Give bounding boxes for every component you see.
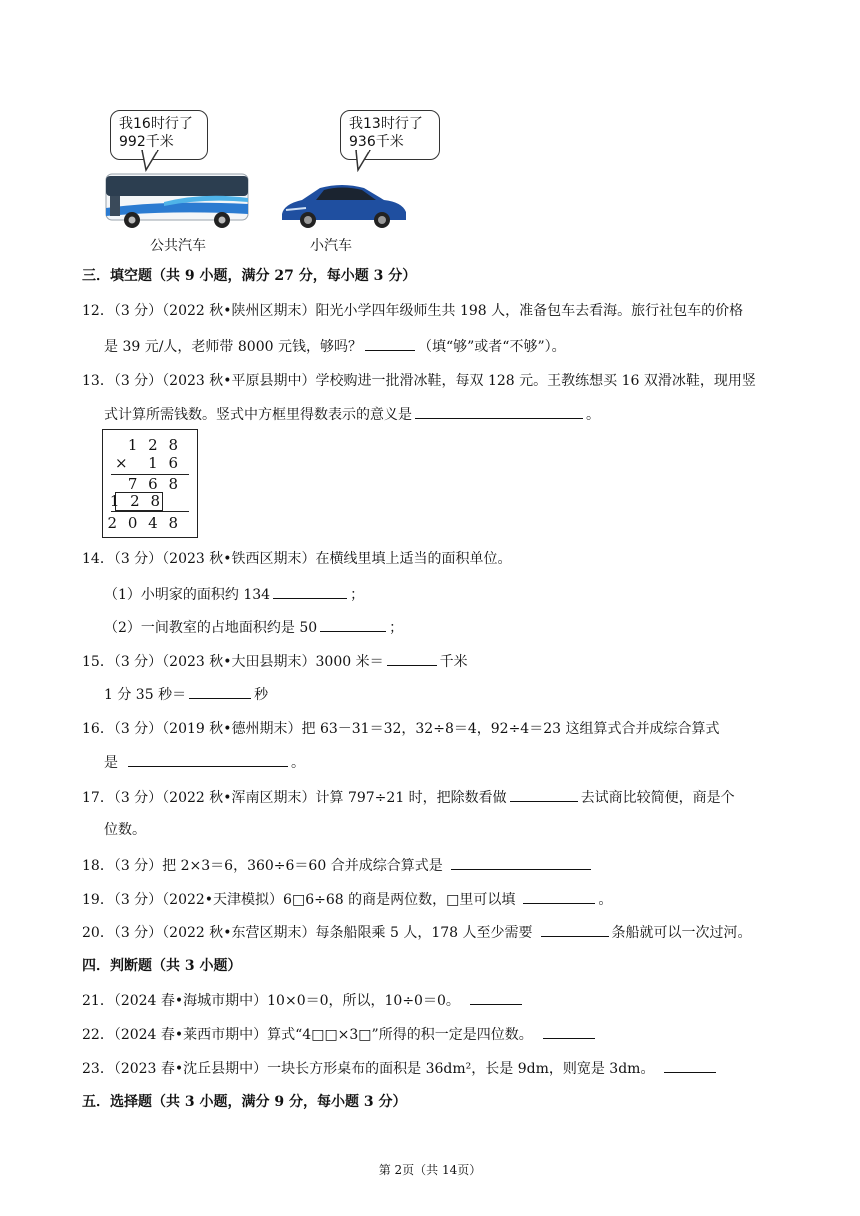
q17-blank-1[interactable] xyxy=(510,787,578,802)
bus-icon xyxy=(104,170,250,230)
q14-sub2-tail: ； xyxy=(389,620,404,636)
section4-heading: 四．判断题（共 3 小题） xyxy=(82,958,242,974)
q15-blank-2[interactable] xyxy=(189,684,251,699)
q13-line2 xyxy=(104,404,600,425)
bus-bubble-tail xyxy=(138,150,168,172)
bus-caption: 公共汽车 xyxy=(150,238,206,254)
q21-line1 xyxy=(82,990,525,1011)
q13-line1: 13．（3 分）（2023 秋•平原县期中）学校购进一批滑冰鞋，每双 128 元。王教练想买 16 双滑冰鞋，现用竖 xyxy=(82,373,756,389)
q22-line1 xyxy=(82,1024,598,1045)
vertical-row-2: 1 6 xyxy=(148,454,181,472)
vertical-multiplication xyxy=(102,429,198,538)
q23-text: 23．（2023 春•沈丘县期中）一块长方形桌布的面积是 36dm²，长是 9dm，则宽是 3dm。 xyxy=(82,1061,655,1077)
vertical-row-1: 1 2 8 xyxy=(127,436,181,454)
q16-line2-text: 是 xyxy=(104,755,118,771)
q12-line1: 12．（3 分）（2022 秋•陕州区期末）阳光小学四年级师生共 198 人，准备包车去看海。旅行社包车的价格 xyxy=(82,303,744,319)
q23-line1 xyxy=(82,1058,719,1079)
q21-answer-blank[interactable] xyxy=(470,990,522,1005)
car-icon xyxy=(276,180,410,230)
q15-blank-1[interactable] xyxy=(387,651,437,666)
car-bubble-line1: 我13时行了 xyxy=(349,116,423,132)
vertical-divider-2 xyxy=(111,511,189,512)
bus-bubble-line2: 992千米 xyxy=(119,134,174,150)
q18-line1 xyxy=(82,855,594,876)
q20-answer-blank[interactable] xyxy=(541,922,609,937)
q15-line1-tail: 千米 xyxy=(439,654,468,670)
q15-line1 xyxy=(82,651,468,672)
q13-line2-text: 式计算所需钱数。竖式中方框里得数表示的意义是 xyxy=(104,407,412,423)
q19-line1-tail: 。 xyxy=(598,892,613,908)
q20-line1 xyxy=(82,922,752,943)
vertical-row-4: 1 2 8 xyxy=(109,492,163,510)
section3-heading: 三．填空题（共 9 小题，满分 27 分，每小题 3 分） xyxy=(82,268,417,284)
q20-line1-tail: 条船就可以一次过河。 xyxy=(611,925,752,941)
q22-text: 22．（2024 春•莱西市期中）算式“4□□×3□”所得的积一定是四位数。 xyxy=(82,1027,533,1043)
q18-answer-blank[interactable] xyxy=(451,855,591,870)
q14-sub2-text: （2）一间教室的占地面积约是 50 xyxy=(104,620,318,636)
q21-text: 21．（2024 春•海城市期中）10×0＝0，所以，10÷0＝0。 xyxy=(82,993,460,1009)
q19-answer-blank[interactable] xyxy=(523,889,595,904)
q12-line2 xyxy=(104,336,566,357)
q12-line2-tail: （填“够”或者“不够”）。 xyxy=(417,339,566,355)
q17-line1-tail: 去试商比较简便，商是个 xyxy=(580,790,735,806)
q19-line1 xyxy=(82,889,612,910)
q14-line1: 14．（3 分）（2023 秋•铁西区期末）在横线里填上适当的面积单位。 xyxy=(82,551,512,567)
q13-line2-tail: 。 xyxy=(586,407,600,423)
q14-sub1-blank[interactable] xyxy=(273,584,347,599)
q19-line1-text: 19．（3 分）（2022•天津模拟）6□6÷68 的商是两位数，□里可以填 xyxy=(82,892,516,908)
multiply-sign: × xyxy=(115,454,128,472)
q14-sub1-tail: ； xyxy=(350,587,365,603)
car-bubble-tail xyxy=(350,150,380,172)
q14-sub2 xyxy=(104,617,403,638)
q15-line2-text: 1 分 35 秒＝ xyxy=(104,687,187,703)
q15-line1-text: 15．（3 分）（2023 秋•大田县期末）3000 米＝ xyxy=(82,654,384,670)
vertical-row-3: 7 6 8 xyxy=(127,475,181,493)
q18-line1-text: 18．（3 分）把 2×3＝6，360÷6＝60 合并成综合算式是 xyxy=(82,858,443,874)
q16-line2 xyxy=(104,752,305,773)
section5-heading: 五．选择题（共 3 小题，满分 9 分，每小题 3 分） xyxy=(82,1094,407,1110)
q12-answer-blank[interactable] xyxy=(365,336,415,351)
q14-sub1 xyxy=(104,584,364,605)
q17-line1 xyxy=(82,787,735,808)
q13-answer-blank[interactable] xyxy=(415,404,583,419)
q14-sub1-text: （1）小明家的面积约 134 xyxy=(104,587,271,603)
car-bubble-line2: 936千米 xyxy=(349,134,404,150)
car-caption: 小汽车 xyxy=(310,238,352,254)
q16-line1: 16．（3 分）（2019 秋•德州期末）把 63－31＝32，32÷8＝4，92÷4＝23 这组算式合并成综合算式 xyxy=(82,721,720,737)
q15-line2-tail: 秒 xyxy=(254,687,269,703)
q17-line1-text: 17．（3 分）（2022 秋•浑南区期末）计算 797÷21 时，把除数看做 xyxy=(82,790,507,806)
q16-answer-blank[interactable] xyxy=(128,752,288,767)
vertical-row-5: 2 0 4 8 xyxy=(107,514,181,532)
q23-answer-blank[interactable] xyxy=(664,1058,716,1073)
q15-line2 xyxy=(104,684,268,705)
q20-line1-text: 20．（3 分）（2022 秋•东营区期末）每条船限乘 5 人，178 人至少需要 xyxy=(82,925,533,941)
q12-line2-text: 是 39 元/人，老师带 8000 元钱，够吗？ xyxy=(104,339,362,355)
q17-line2: 位数。 xyxy=(104,822,146,838)
q14-sub2-blank[interactable] xyxy=(320,617,386,632)
bus-bubble-line1: 我16时行了 xyxy=(119,116,193,132)
q16-line2-tail: 。 xyxy=(291,755,305,771)
page-footer: 第 2页（共 14页） xyxy=(378,1163,482,1177)
q22-answer-blank[interactable] xyxy=(543,1024,595,1039)
